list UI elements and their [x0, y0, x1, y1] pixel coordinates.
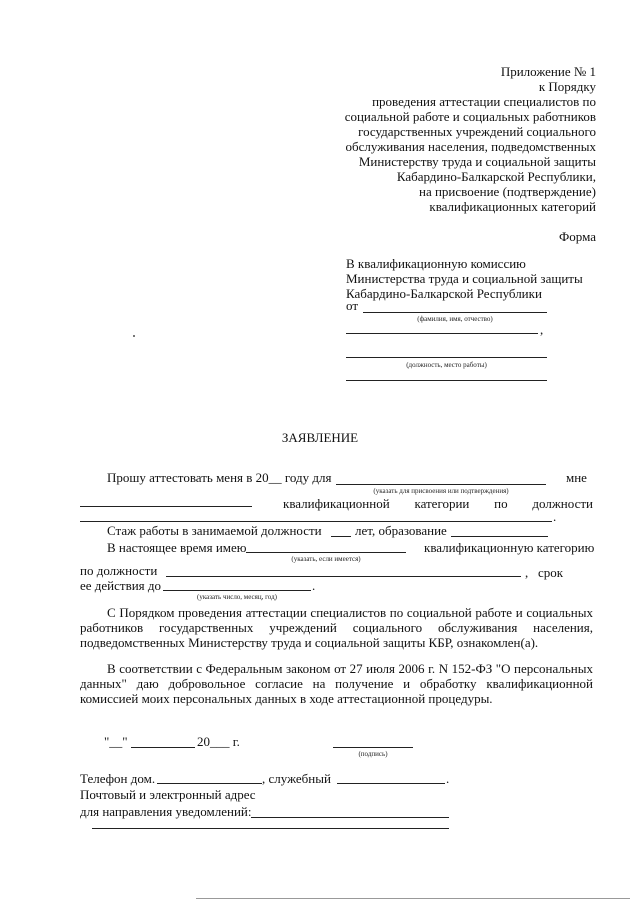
- header-line: обслуживания населения, подведомственных: [345, 139, 596, 154]
- name-field-line[interactable]: [363, 312, 547, 313]
- validity-line[interactable]: [163, 590, 311, 591]
- addressee-block: [346, 256, 606, 301]
- header-line: на присвоение (подтверждение): [419, 184, 596, 199]
- phone-end: .: [446, 771, 450, 786]
- phone-work-line[interactable]: [337, 783, 445, 784]
- education-line[interactable]: [451, 536, 548, 537]
- header-line: квалификационных категорий: [429, 199, 596, 214]
- position-caption: (должность, место работы): [406, 361, 487, 369]
- address-label: Почтовый и электронный адрес: [80, 787, 256, 802]
- margin-dot: [133, 335, 135, 337]
- form-label: Форма: [559, 229, 596, 244]
- header-line: Министерству труда и социальной защиты: [358, 154, 596, 169]
- addressee-line: В квалификационную комиссию: [346, 256, 526, 271]
- appendix-header: [296, 64, 596, 214]
- current-suffix: квалификационную категорию: [424, 540, 595, 555]
- request-field-line[interactable]: [336, 484, 546, 485]
- header-line: проведения аттестации специалистов по: [372, 94, 596, 109]
- phone-home-line[interactable]: [157, 783, 262, 784]
- document-title: ЗАЯВЛЕНИЕ: [281, 430, 359, 445]
- header-line: социальной работе и социальных работников: [344, 109, 596, 124]
- header-line: государственных учреждений социального: [358, 124, 596, 139]
- comma: ,: [540, 322, 544, 337]
- experience-mid: лет, образование: [355, 523, 447, 538]
- position-field-line-2[interactable]: [346, 380, 547, 381]
- signature-date: "__": [104, 734, 128, 749]
- addressee-line: Кабардино-Балкарской Республики: [346, 286, 542, 301]
- position-line[interactable]: [166, 576, 521, 577]
- current-caption: (указать, если имеется): [291, 555, 361, 563]
- validity-prefix: ее действия до: [80, 578, 162, 593]
- address-line-2[interactable]: [92, 828, 449, 829]
- header-line: Приложение № 1: [500, 64, 596, 79]
- consent-paragraph: В соответствии с Федеральным законом от 27 июля 2006 г. N 152-ФЗ "О персональных данных" даю добровольное согласие на получение и обработку квалификационной комиссией моих персональных данных в ходе аттестационной процедуры.: [80, 661, 593, 706]
- position-name-line[interactable]: [80, 521, 552, 522]
- signature-year: 20___ г.: [197, 734, 240, 749]
- signature-caption: (подпись): [358, 750, 388, 758]
- page-bottom-rule: [196, 898, 630, 899]
- request-caption: (указать для присвоения или подтверждения): [373, 487, 509, 495]
- experience-prefix: Стаж работы в занимаемой должности: [107, 523, 322, 538]
- name-caption: (фамилия, имя, отчество): [417, 315, 493, 323]
- signature-month-line[interactable]: [131, 747, 195, 748]
- position-field-line[interactable]: [346, 357, 547, 358]
- acquainted-paragraph: С Порядком проведения аттестации специалистов по социальной работе и социальных работников государственных учреждений социального обслуживания населения, подведомственных Министерству труда и социальной защиты КБР, ознакомлен(а).: [80, 605, 593, 650]
- addressee-line: Министерства труда и социальной защиты: [346, 271, 583, 286]
- phone-work-label: , служебный: [262, 771, 331, 786]
- current-prefix: В настоящее время имею: [107, 540, 247, 555]
- validity-end: .: [312, 578, 316, 593]
- phone-home-label: Телефон дом.: [80, 771, 156, 786]
- experience-years-line[interactable]: [331, 536, 351, 537]
- position-suffix: , срок: [525, 565, 564, 580]
- current-category-line[interactable]: [246, 552, 406, 553]
- category-field-line[interactable]: [80, 506, 252, 507]
- header-line: Кабардино-Балкарской Республики,: [396, 169, 596, 184]
- signature-line[interactable]: [333, 747, 413, 748]
- request-suffix: мне: [566, 470, 587, 485]
- header-line: к Порядку: [538, 79, 596, 94]
- request-prefix: Прошу аттестовать меня в 20__ году для: [107, 470, 332, 485]
- date-caption: (указать число, месяц, год): [197, 593, 277, 601]
- address-label-2: для направления уведомлений:: [80, 804, 252, 819]
- position-prefix: по должности: [80, 563, 158, 578]
- category-text: квалификационной категории по должности: [283, 496, 593, 511]
- period-end: .: [553, 509, 557, 524]
- from-label: от: [346, 298, 359, 313]
- address-line[interactable]: [251, 817, 449, 818]
- name-field-line-2[interactable]: [346, 333, 538, 334]
